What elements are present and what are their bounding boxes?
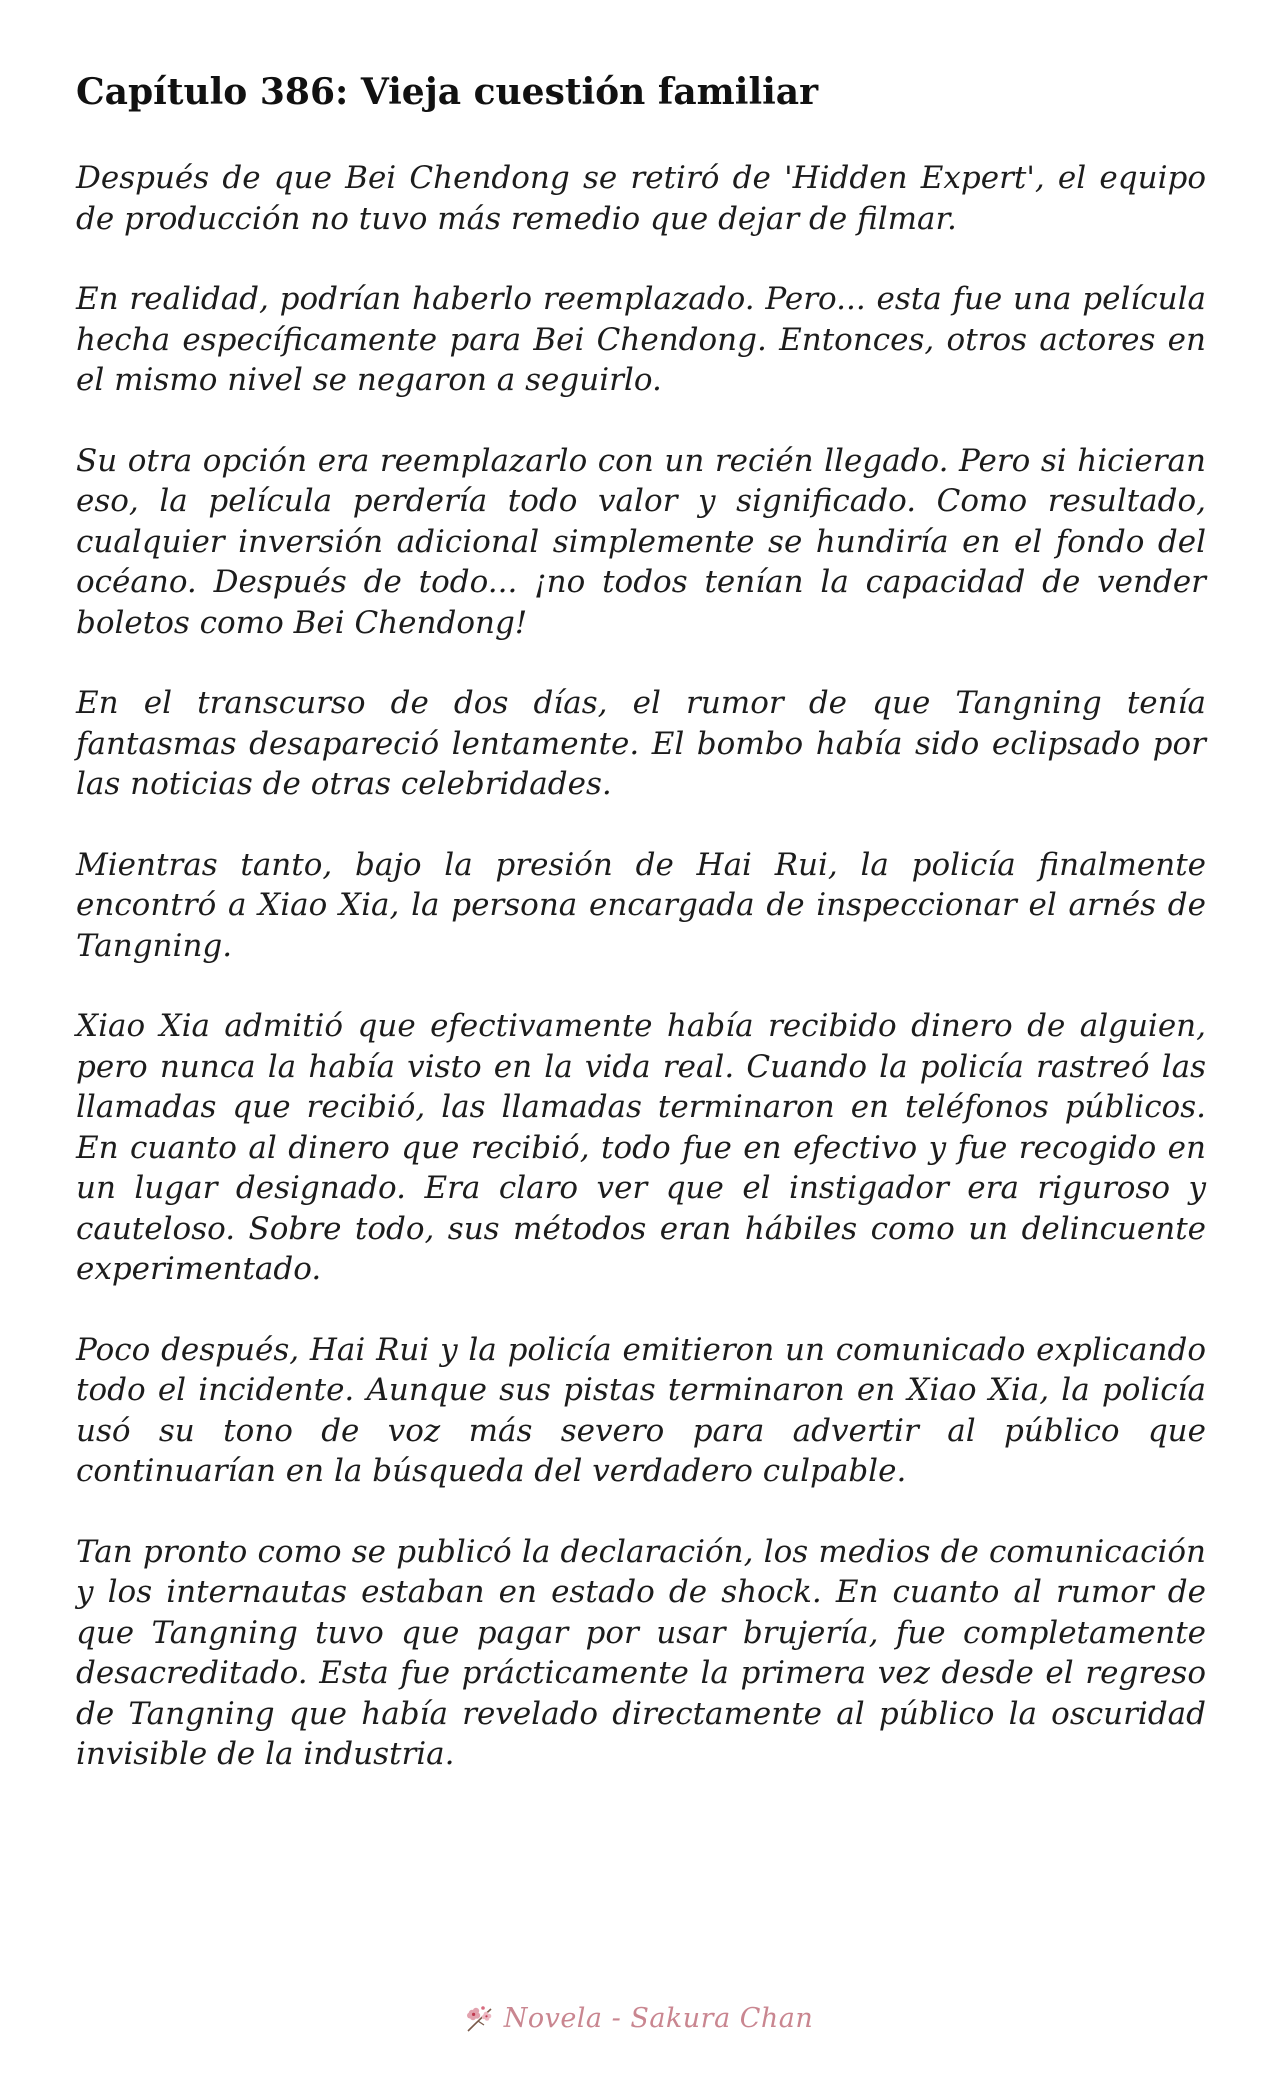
paragraph: Poco después, Hai Rui y la policía emitieron un comunicado explicando todo el incidente. Aunque sus pistas terminaron en Xiao Xia, la policía usó su tono de voz más severo para advertir al público que continuarían en la búsqueda del verdadero culpable.	[76, 1331, 1206, 1489]
watermark-text: Novela - Sakura Chan	[503, 2002, 814, 2034]
paragraph: En el transcurso de dos días, el rumor de que Tangning tenía fantasmas desapareció lentamente. El bombo había sido eclipsado por las noticias de otras celebridades.	[76, 685, 1206, 802]
paragraph: Tan pronto como se publicó la declaración, los medios de comunicación y los internautas estaban en estado de shock. En cuanto al rumor de que Tangning tuvo que pagar por usar brujería, fue completamente desacreditado. Esta fue prácticamente la primera vez desde el regreso de Tangning que había revelado directamente al público la oscuridad invisible de la industria.	[76, 1533, 1206, 1772]
chapter-title: Capítulo 386: Vieja cuestión familiar	[76, 71, 819, 113]
paragraph: Después de que Bei Chendong se retiró de 'Hidden Expert', el equipo de producción no tuvo más remedio que dejar de filmar.	[76, 160, 1206, 237]
paragraph: Su otra opción era reemplazarlo con un recién llegado. Pero si hicieran eso, la película perdería todo valor y significado. Como resultado, cualquier inversión adicional simplemente se hundiría en el fondo del océano. Después de todo... ¡no todos tenían la capacidad de vender boletos como Bei Chendong!	[76, 442, 1206, 641]
cherry-blossom-icon	[462, 2001, 496, 2035]
paragraph: Xiao Xia admitió que efectivamente había recibido dinero de alguien, pero nunca la había visto en la vida real. Cuando la policía rastreó las llamadas que recibió, las llamadas terminaron en teléfonos públicos. En cuanto al dinero que recibió, todo fue en efectivo y fue recogido en un lugar designado. Era claro ver que el instigador era riguroso y cauteloso. Sobre todo, sus métodos eran hábiles como un delincuente experimentado.	[76, 1008, 1206, 1287]
paragraph: En realidad, podrían haberlo reemplazado. Pero... esta fue una película hecha específicamente para Bei Chendong. Entonces, otros actores en el mismo nivel se negaron a seguirlo.	[76, 281, 1206, 398]
watermark	[0, 1996, 1275, 2040]
document-page	[76, 70, 1206, 1815]
paragraph: Mientras tanto, bajo la presión de Hai Rui, la policía finalmente encontró a Xiao Xia, la persona encargada de inspeccionar el arnés de Tangning.	[76, 846, 1206, 964]
